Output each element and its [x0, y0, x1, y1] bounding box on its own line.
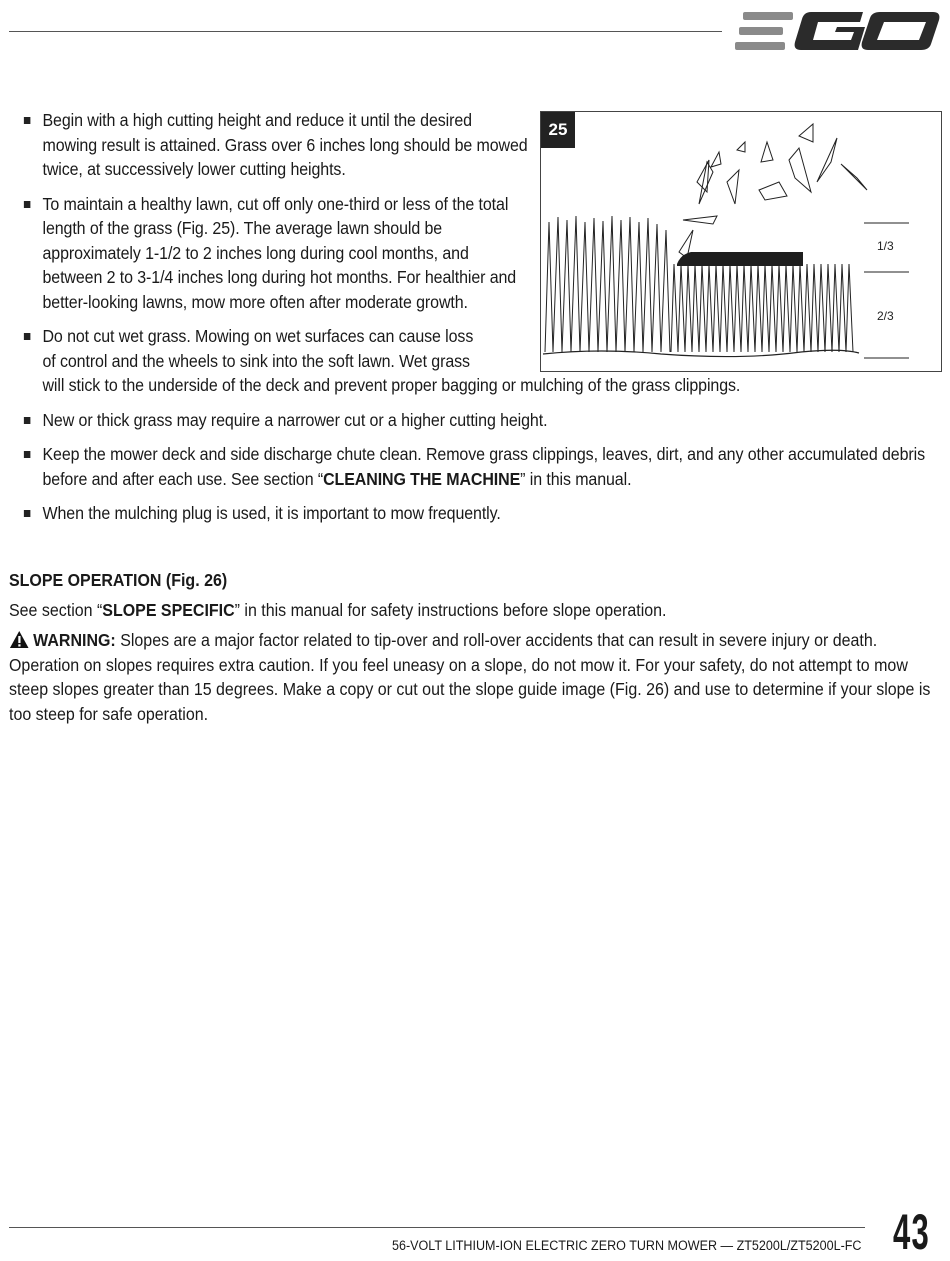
- bullet-square-icon: [24, 417, 31, 424]
- bullet-square-icon: [24, 510, 31, 517]
- ego-logo: [735, 8, 940, 54]
- bullet-square-icon: [24, 333, 31, 340]
- two-thirds-label: 2/3: [877, 309, 894, 323]
- figure-25-grass-cut: [540, 111, 942, 372]
- slope-see-section-paragraph: See section “SLOPE SPECIFIC” in this manual for safety instructions before slope operation.: [9, 600, 667, 620]
- warning-triangle-icon: [9, 630, 29, 649]
- bullet-square-icon: [24, 451, 31, 458]
- bullet-square-icon: [24, 117, 31, 124]
- list-item: Do not cut wet grass. Mowing on wet surfaces can cause loss of control and the wheels to sink into the soft lawn. Wet grass will stick to the underside of the deck and prevent proper bagging or mulching of the grass clippings.: [9, 324, 950, 398]
- one-third-label: 1/3: [877, 239, 894, 253]
- figure-number: 25: [541, 112, 575, 148]
- list-item: Keep the mower deck and side discharge chute clean. Remove grass clippings, leaves, dirt, and any other accumulated debris before and after each use. See section “CLEANING THE MACHINE” in this manual.: [9, 442, 950, 491]
- list-item: New or thick grass may require a narrower cut or a higher cutting height.: [9, 408, 950, 433]
- list-item: Begin with a high cutting height and reduce it until the desired mowing result is attained. Grass over 6 inches long should be mowed twice, at successively lower cutting heights.: [9, 108, 950, 182]
- footer-rule: [9, 1227, 865, 1228]
- slope-operation-heading: SLOPE OPERATION (Fig. 26): [9, 570, 228, 590]
- page-number: 43: [893, 1204, 930, 1260]
- list-item: To maintain a healthy lawn, cut off only one-third or less of the total length of the grass (Fig. 25). The average lawn should be approximately 1-1/2 to 2 inches long during cool months, and between 2 to 3-1/4 inches long during hot months. For healthier and better-looking lawns, mow more often after moderate growth.: [9, 192, 950, 315]
- bullet-square-icon: [24, 201, 31, 208]
- footer-product-title: 56-VOLT LITHIUM-ION ELECTRIC ZERO TURN MOWER — ZT5200L/ZT5200L-FC: [392, 1238, 862, 1253]
- slope-warning-paragraph: WARNING: Slopes are a major factor related to tip-over and roll-over accidents that can result in severe injury or death. Operation on slopes requires extra caution. If you feel uneasy on a slope, do not mow it. For your safety, do not attempt to mow steep slopes greater than 15 degrees. Make a copy or cut out the slope guide image (Fig. 26) and use to determine if your slope is too steep for safe operation.: [9, 630, 931, 724]
- header-rule: [9, 31, 722, 32]
- list-item: When the mulching plug is used, it is important to mow frequently.: [9, 501, 950, 526]
